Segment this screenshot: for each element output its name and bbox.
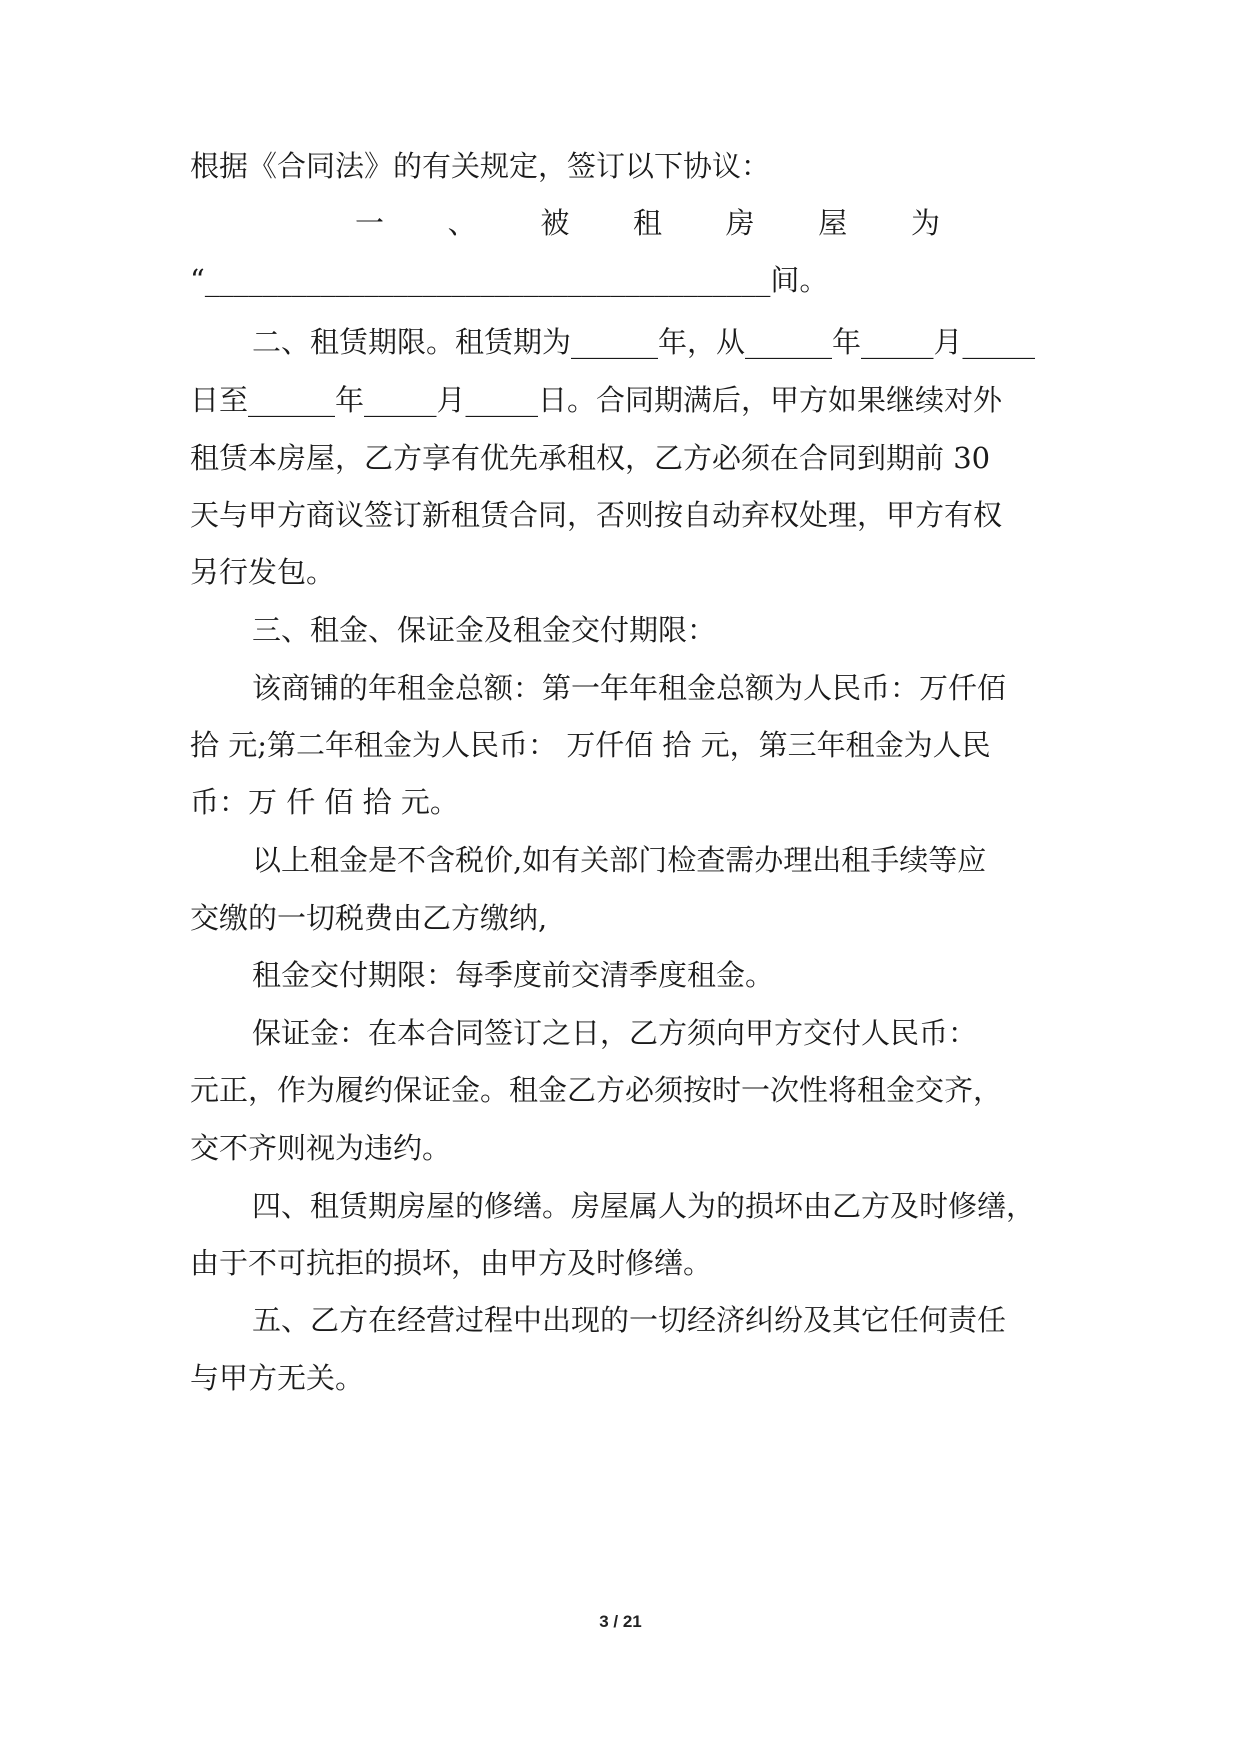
text-line: 租赁本房屋，乙方享有优先承租权，乙方必须在合同到期前 30 (190, 441, 991, 475)
text-line: 根据《合同法》的有关规定，签订以下协议： (190, 149, 771, 183)
clause-four-line: 四、租赁期房屋的修缮。房屋属人为的损坏由乙方及时修缮， (252, 1189, 1036, 1223)
text-line: 该商铺的年租金总额：第一年年租金总额为人民币：万仟佰 (252, 671, 1007, 705)
text-line: “_______________________________________间。 (190, 263, 829, 297)
text-line: 币：万 仟 佰 拾 元。 (190, 785, 459, 819)
clause-two-line: 二、租赁期限。租赁期为______年，从______年_____月_____ (252, 325, 1036, 359)
text-line: 交缴的一切税费由乙方缴纳, (190, 901, 548, 935)
clause-three-heading: 三、租金、保证金及租金交付期限： (252, 613, 717, 647)
clause-char: 房 (725, 206, 755, 240)
page-number: 3 / 21 (599, 1612, 642, 1631)
text-line: 另行发包。 (190, 555, 336, 589)
text-line: 由于不可抗拒的损坏，由甲方及时修缮。 (190, 1246, 713, 1280)
text-line: 保证金：在本合同签订之日，乙方须向甲方交付人民币： (252, 1016, 978, 1050)
text-line: 租金交付期限：每季度前交清季度租金。 (252, 958, 775, 992)
clause-char: 一 (355, 206, 385, 240)
text-line: 拾 元;第二年租金为人民币： 万仟佰 拾 元，第三年租金为人民 (190, 728, 991, 762)
clause-char: 、 (447, 206, 477, 240)
clause-char: 租 (632, 206, 662, 240)
clause-five-line: 五、乙方在经营过程中出现的一切经济纠纷及其它任何责任 (252, 1303, 1007, 1337)
text-line: 交不齐则视为违约。 (190, 1131, 452, 1165)
text-line: 以上租金是不含税价,如有关部门检查需办理出租手续等应 (252, 843, 987, 877)
text-line: 天与甲方商议签订新租赁合同，否则按自动弃权处理，甲方有权 (190, 498, 1003, 532)
clause-char: 屋 (818, 206, 848, 240)
text-line: 元正，作为履约保证金。租金乙方必须按时一次性将租金交齐， (190, 1073, 1003, 1107)
clause-one-heading (355, 203, 940, 243)
text-line: 与甲方无关。 (190, 1361, 365, 1395)
clause-char: 为 (910, 206, 940, 240)
text-line: 日至______年_____月_____日。合同期满后，甲方如果继续对外 (190, 383, 1003, 417)
clause-char: 被 (540, 206, 570, 240)
